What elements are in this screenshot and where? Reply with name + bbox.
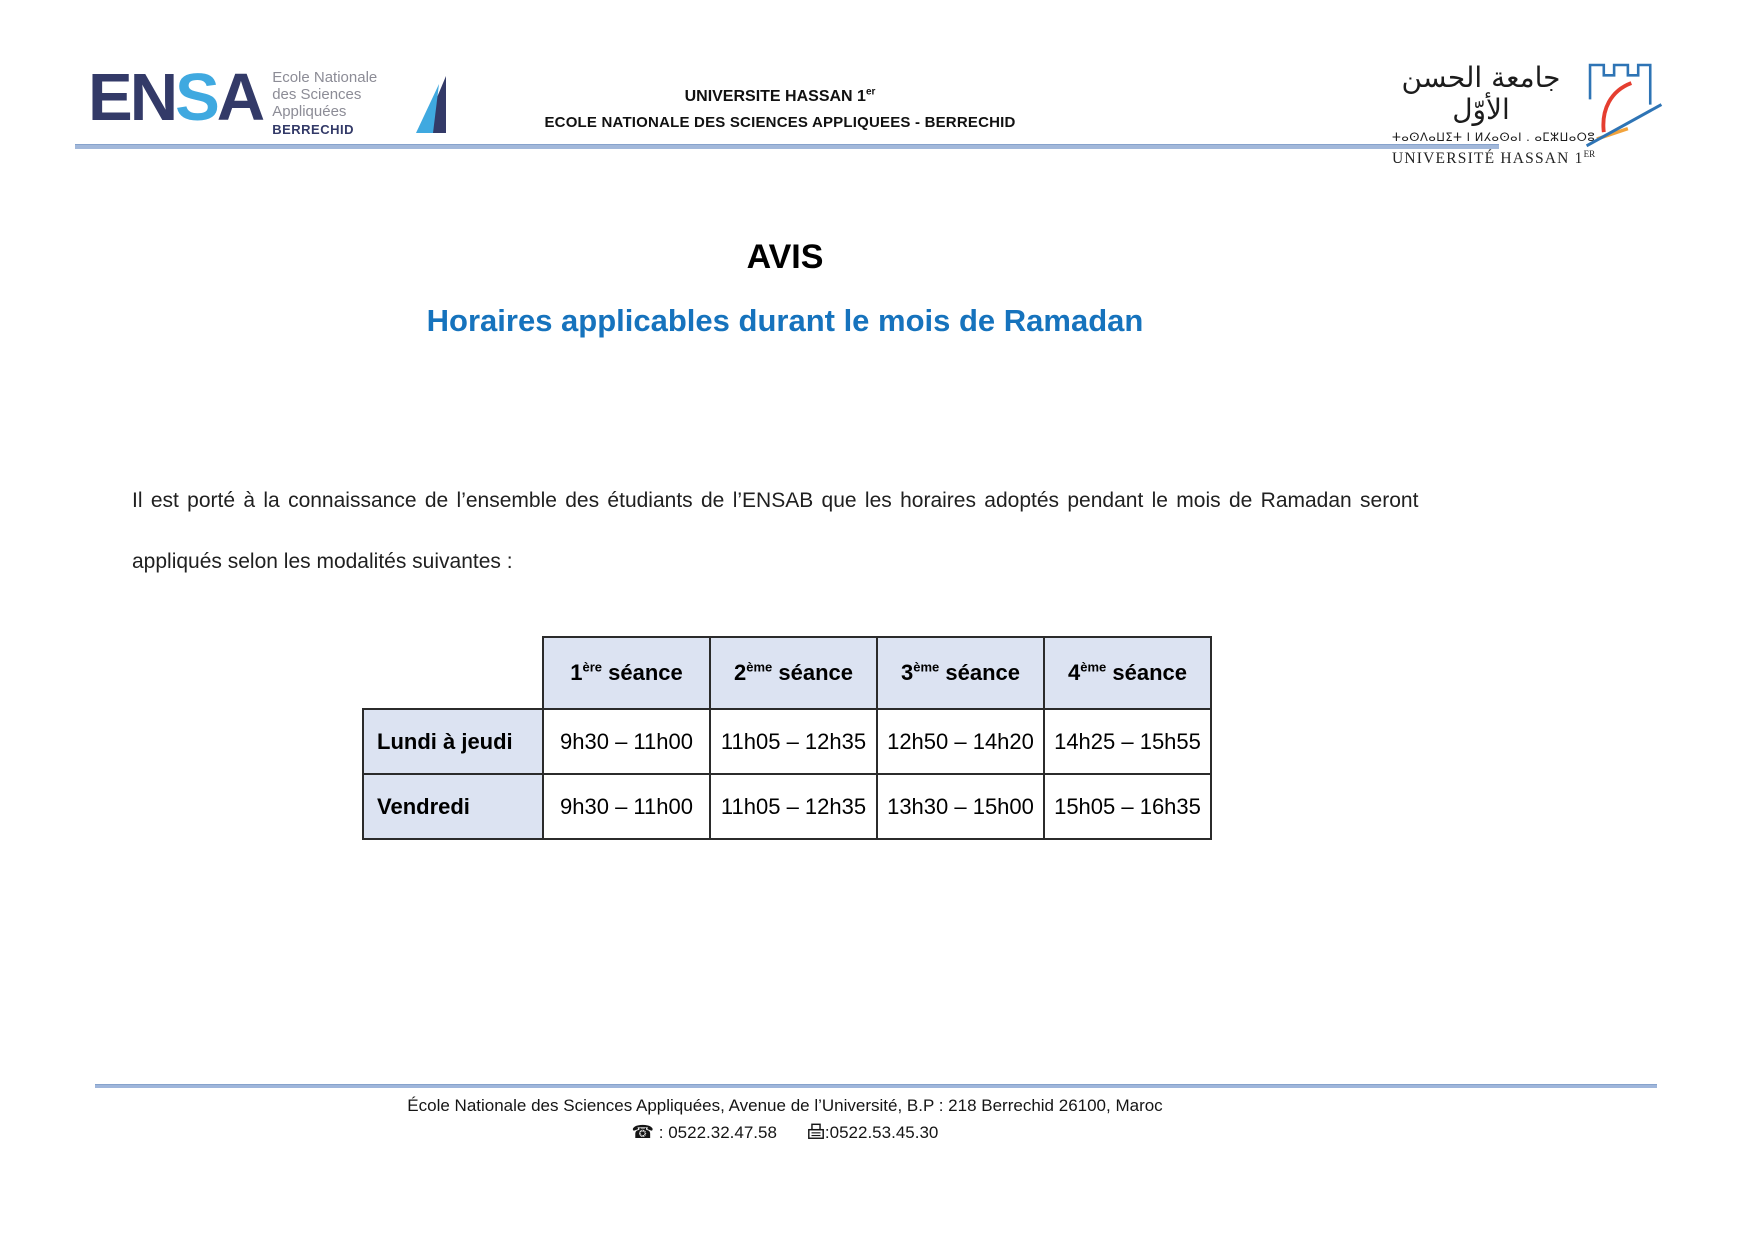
university-name: UNIVERSITE HASSAN 1er [684,86,876,105]
header-center [0,88,1560,131]
ensa-subtext-line2: des Sciences [272,86,362,103]
time-cell: 12h50 – 14h20 [877,709,1044,774]
footer-contacts [0,1122,1570,1145]
time-cell: 15h05 – 16h35 [1044,774,1211,839]
hassan-logo-tifinagh: ⵜⴰⵙⴷⴰⵡⵉⵜ ⵏ ⵍⵃⴰⵙⴰⵏ . ⴰⵎⵣⵡⴰⵔⵓ [1392,130,1596,144]
row-label-vendredi: Vendredi [363,774,543,839]
time-cell: 13h30 – 15h00 [877,774,1044,839]
header-seance-3: 3ème séance [877,637,1044,709]
ensa-letter-e: E [88,60,130,135]
schedule-table [362,636,1212,840]
footer-divider [95,1084,1657,1088]
hassan-university-logo [1392,62,1664,168]
ensa-letter-s: S [175,60,217,135]
ensa-letter-a: A [216,60,263,135]
header-seance-1: 1ère séance [543,637,710,709]
footer-fax-number: :0522.53.45.30 [824,1123,939,1142]
ensa-subtext-line1: Ecole Nationale [272,69,378,86]
notice-body [132,486,1438,577]
header-seance-4: 4ème séance [1044,637,1211,709]
table-row [363,709,1211,774]
footer-phone-number: : 0522.32.47.58 [654,1123,777,1142]
university-name-superscript: er [865,86,876,98]
hassan-logo-text [1392,61,1596,168]
table-corner-cell [363,637,543,709]
footer-address: École Nationale des Sciences Appliquées, Avenue de l’Université, B.P : 218 Berrechid 26100, Maroc [407,1096,1163,1115]
table-row [363,774,1211,839]
body-line2: appliqués selon les modalités suivantes : [132,550,513,573]
time-cell: 14h25 – 15h55 [1044,709,1211,774]
ensa-city-label: BERRECHID [272,122,354,137]
hassan-logo-latin: UNIVERSITÉ HASSAN 1ER [1392,148,1596,167]
school-name: ECOLE NATIONALE DES SCIENCES APPLIQUEES - BERRECHID [544,114,1016,131]
time-cell: 9h30 – 11h00 [543,709,710,774]
row-label-lundi-jeudi: Lundi à jeudi [363,709,543,774]
notice-title: AVIS [746,238,824,276]
hassan-logo-arabic: جامعة الحسن الأوّل [1401,61,1561,126]
notice-subtitle: Horaires applicables durant le mois de Ramadan [426,303,1144,338]
ensa-letter-n: N [129,60,176,135]
header-divider [75,144,1499,149]
body-line1: Il est porté à la connaissance de l’ensemble des étudiants de l’ENSAB que les horaires adoptés pendant le mois de Ramadan seront [132,489,1419,512]
header-seance-2: 2ème séance [710,637,877,709]
time-cell: 11h05 – 12h35 [710,709,877,774]
time-cell: 11h05 – 12h35 [710,774,877,839]
time-cell: 9h30 – 11h00 [543,774,710,839]
fax-icon [807,1125,825,1144]
castle-tower-icon [1578,56,1664,153]
footer [0,1096,1570,1145]
ensa-subtext-line3: Appliquées [272,103,347,120]
phone-icon: ☎ [631,1122,655,1143]
table-header-row [363,637,1211,709]
